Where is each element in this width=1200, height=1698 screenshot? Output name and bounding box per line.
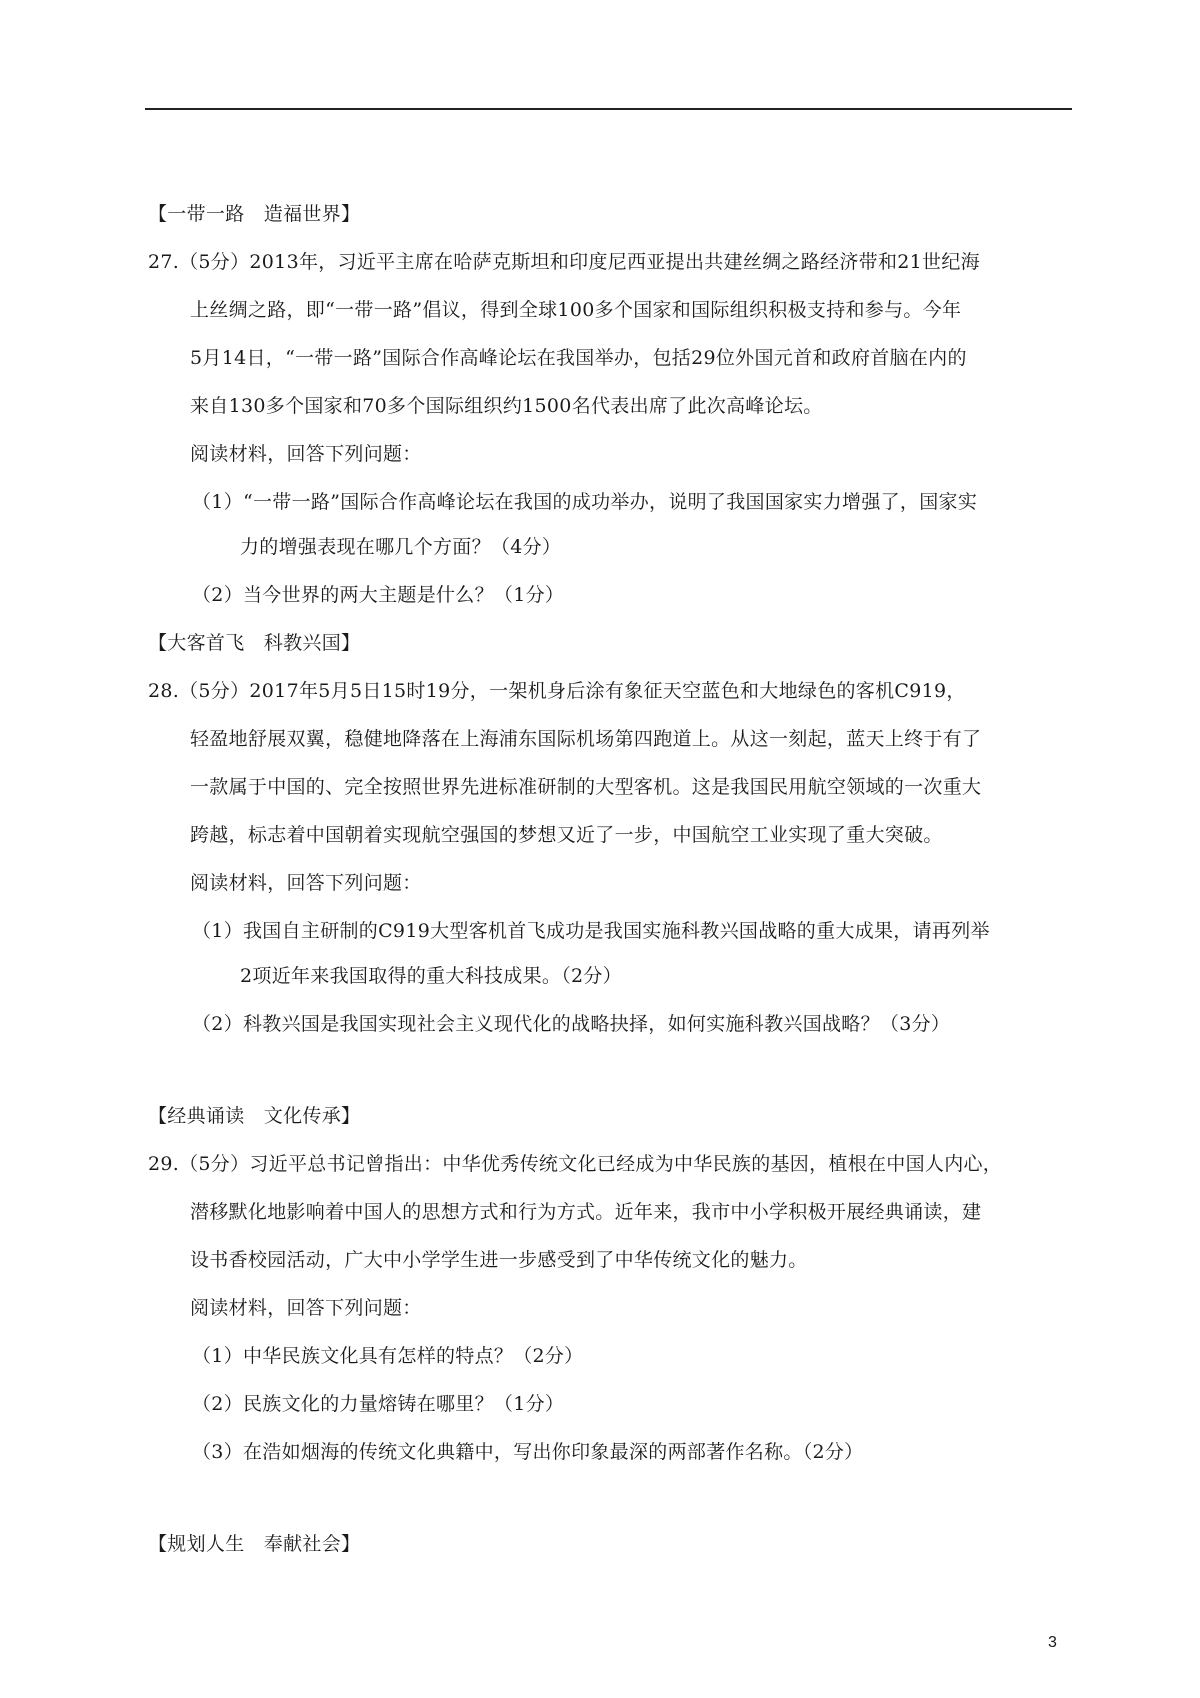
page-number: 3 [1048,1634,1057,1651]
question-text-line: 一款属于中国的、完全按照世界先进标准研制的大型客机。这是我国民用航空领域的一次重大 [190,776,982,798]
section-title: 【经典诵读 文化传承】 [148,1105,361,1127]
sub-question-line: （1）“一带一路”国际合作高峰论坛在我国的成功举办，说明了我国国家实力增强了，国家实 [192,491,978,513]
sub-question-line: （2）科教兴国是我国实现社会主义现代化的战略抉择，如何实施科教兴国战略？（3分） [192,1013,951,1035]
question-text-line: 跨越，标志着中国朝着实现航空强国的梦想又近了一步，中国航空工业实现了重大突破。 [190,824,943,846]
question-text-line: 上丝绸之路，即“一带一路”倡议，得到全球100多个国家和国际组织积极支持和参与。今年 [190,299,962,321]
sub-question-line: 力的增强表现在哪几个方面？（4分） [240,536,562,558]
question-text-line: 轻盈地舒展双翼，稳健地降落在上海浦东国际机场第四跑道上。从这一刻起，蓝天上终于有了 [190,728,982,750]
question-prompt: 阅读材料，回答下列问题： [190,443,422,465]
sub-question-line: （2）当今世界的两大主题是什么？（1分） [192,584,565,606]
sub-question-line: （3）在浩如烟海的传统文化典籍中，写出你印象最深的两部著作名称。（2分） [192,1441,864,1463]
question-text-line: 29.（5分）习近平总书记曾指出：中华优秀传统文化已经成为中华民族的基因，植根在中国人内心， [148,1153,1003,1175]
section-title: 【一带一路 造福世界】 [148,203,361,225]
question-text-line: 27.（5分）2013年，习近平主席在哈萨克斯坦和印度尼西亚提出共建丝绸之路经济带和21世纪海 [148,251,980,273]
sub-question-line: （1）我国自主研制的C919大型客机首飞成功是我国实施科教兴国战略的重大成果，请再列举 [192,920,990,942]
question-text-line: 潜移默化地影响着中国人的思想方式和行为方式。近年来，我市中小学积极开展经典诵读，建 [190,1201,982,1223]
question-text-line: 28.（5分）2017年5月5日15时19分，一架机身后涂有象征天空蓝色和大地绿色的客机C919， [148,680,966,702]
header-rule [145,108,1072,110]
sub-question-line: （1）中华民族文化具有怎样的特点？（2分） [192,1345,584,1367]
question-prompt: 阅读材料，回答下列问题： [190,1297,422,1319]
section-title: 【规划人生 奉献社会】 [148,1533,361,1555]
sub-question-line: 2项近年来我国取得的重大科技成果。（2分） [240,965,622,987]
sub-question-line: （2）民族文化的力量熔铸在哪里？（1分） [192,1393,565,1415]
question-text-line: 设书香校园活动，广大中小学学生进一步感受到了中华传统文化的魅力。 [190,1249,808,1271]
question-text-line: 来自130多个国家和70多个国际组织约1500名代表出席了此次高峰论坛。 [190,395,823,417]
question-text-line: 5月14日，“一带一路”国际合作高峰论坛在我国举办，包括29位外国元首和政府首脑在内的 [190,347,967,369]
question-prompt: 阅读材料，回答下列问题： [190,872,422,894]
section-title: 【大客首飞 科教兴国】 [148,632,361,654]
